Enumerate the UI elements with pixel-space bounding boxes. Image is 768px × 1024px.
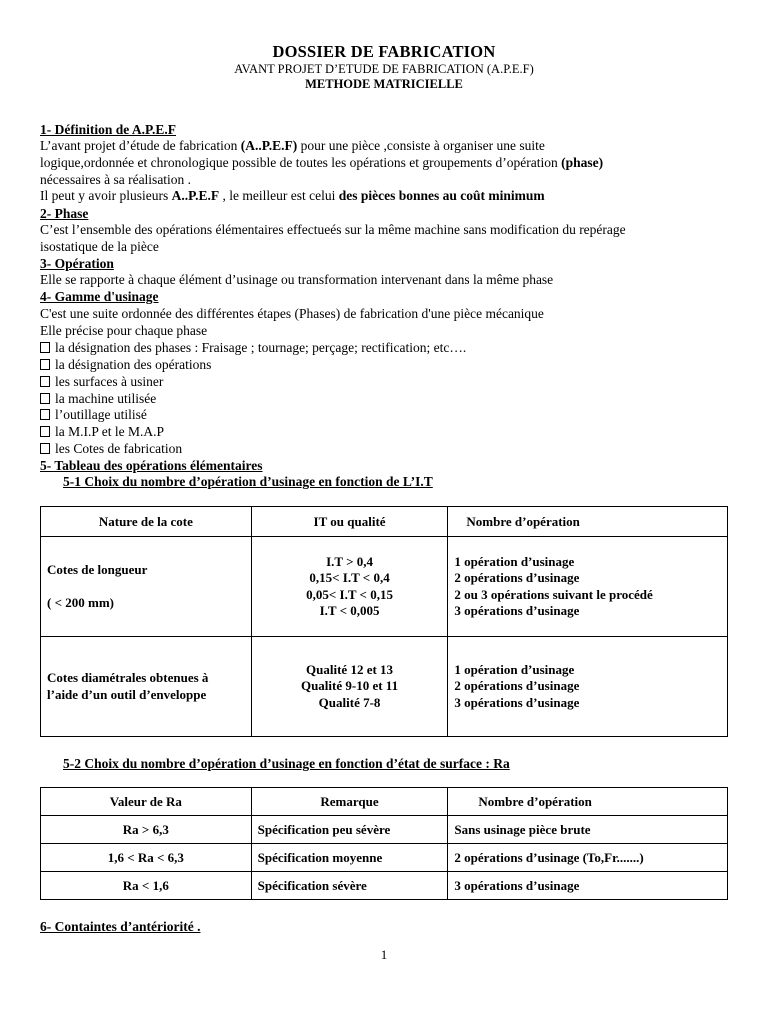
page-number: 1	[380, 947, 388, 962]
checkbox-icon	[40, 359, 50, 370]
doc-subtitle: AVANT PROJET D’ETUDE DE FABRICATION (A.P.E.F)	[234, 62, 534, 76]
section-3-heading: 3- Opération	[40, 256, 114, 271]
table-header: Nombre d’opération	[448, 507, 728, 537]
s3-line-1: Elle se rapporte à chaque élément d’usinage ou transformation intervenant dans la même phase	[40, 272, 554, 287]
section-5-2-heading: 5-2 Choix du nombre d’opération d’usinage en fonction d’état de surface : Ra	[63, 756, 510, 771]
table-cell: 1 opération d’usinage 2 opérations d’usinage 2 ou 3 opérations suivant le procédé 3 opérations d’usinage	[448, 537, 728, 637]
table-cell: Cotes diamétrales obtenues à l’aide d’un outil d’enveloppe	[41, 637, 252, 737]
checkbox-icon	[40, 393, 50, 404]
table-row	[41, 537, 728, 637]
table-cell: Spécification sévère	[251, 872, 448, 900]
section-5-heading: 5- Tableau des opérations élémentaires	[40, 458, 263, 473]
table-header: Nature de la cote	[41, 507, 252, 537]
checkbox-icon	[40, 409, 50, 420]
s2-line-1: C’est l’ensemble des opérations élémentaires effectueés sur la même machine sans modification du repérage	[40, 222, 626, 237]
table-cell: Spécification moyenne	[251, 844, 448, 872]
table-cell: I.T > 0,4 0,15< I.T < 0,4 0,05< I.T < 0,15 I.T < 0,005	[251, 537, 448, 637]
checkbox-icon	[40, 376, 50, 387]
doc-method: METHODE MATRICIELLE	[305, 77, 463, 91]
table-cell: Sans usinage pièce brute	[448, 816, 728, 844]
table-header: IT ou qualité	[251, 507, 448, 537]
list-item: les surfaces à usiner	[40, 373, 163, 390]
table-cell: 1,6 < Ra < 6,3	[41, 844, 252, 872]
s4-line-1: C'est une suite ordonnée des différentes étapes (Phases) de fabrication d'une pièce mécanique	[40, 306, 544, 321]
table-header: Nombre d’opération	[448, 788, 728, 816]
list-item: la machine utilisée	[40, 390, 156, 407]
table-header-row	[41, 507, 728, 537]
list-item: l’outillage utilisé	[40, 406, 147, 423]
s1-line-4: Il peut y avoir plusieurs A..P.E.F , le meilleur est celui des pièces bonnes au coût minimum	[40, 188, 545, 203]
table-row	[41, 872, 728, 900]
table-it	[40, 506, 728, 737]
table-row	[41, 844, 728, 872]
table-ra	[40, 787, 728, 900]
list-item: les Cotes de fabrication	[40, 440, 182, 457]
s4-line-2: Elle précise pour chaque phase	[40, 323, 208, 338]
table-row	[41, 637, 728, 737]
table-header: Remarque	[251, 788, 448, 816]
table-header-row	[41, 788, 728, 816]
table-row	[41, 816, 728, 844]
table-cell: Spécification peu sévère	[251, 816, 448, 844]
list-item: la M.I.P et le M.A.P	[40, 423, 164, 440]
section-2-heading: 2- Phase	[40, 206, 89, 221]
checkbox-icon	[40, 443, 50, 454]
table-cell: Ra < 1,6	[41, 872, 252, 900]
list-item: la désignation des phases : Fraisage ; tournage; perçage; rectification; etc….	[40, 339, 466, 356]
section-5-1-heading: 5-1 Choix du nombre d’opération d’usinage en fonction de L’I.T	[63, 474, 433, 489]
table-cell: Cotes de longueur ( < 200 mm)	[41, 537, 252, 637]
list-item: la désignation des opérations	[40, 356, 211, 373]
table-cell: 2 opérations d’usinage (To,Fr.......)	[448, 844, 728, 872]
table-cell: 3 opérations d’usinage	[448, 872, 728, 900]
s1-line-3: nécessaires à sa réalisation .	[40, 172, 192, 187]
section-6-heading: 6- Containtes d’antériorité .	[40, 919, 201, 934]
table-header: Valeur de Ra	[41, 788, 252, 816]
checkbox-icon	[40, 426, 50, 437]
table-cell: Ra > 6,3	[41, 816, 252, 844]
table-cell: Qualité 12 et 13 Qualité 9-10 et 11 Qualité 7-8	[251, 637, 448, 737]
s2-line-2: isostatique de la pièce	[40, 239, 159, 254]
section-1-heading: 1- Définition de A.P.E.F	[40, 122, 177, 137]
s1-line-1: L’avant projet d’étude de fabrication (A..P.E.F) pour une pièce ,consiste à organiser une suite	[40, 138, 545, 153]
doc-title: DOSSIER DE FABRICATION	[272, 42, 496, 61]
s1-line-2: logique,ordonnée et chronologique possible de toutes les opérations et groupements d’opération (phase)	[40, 155, 604, 170]
section-4-heading: 4- Gamme d'usinage	[40, 289, 159, 304]
table-cell: 1 opération d’usinage 2 opérations d’usinage 3 opérations d’usinage	[448, 637, 728, 737]
checkbox-icon	[40, 342, 50, 353]
